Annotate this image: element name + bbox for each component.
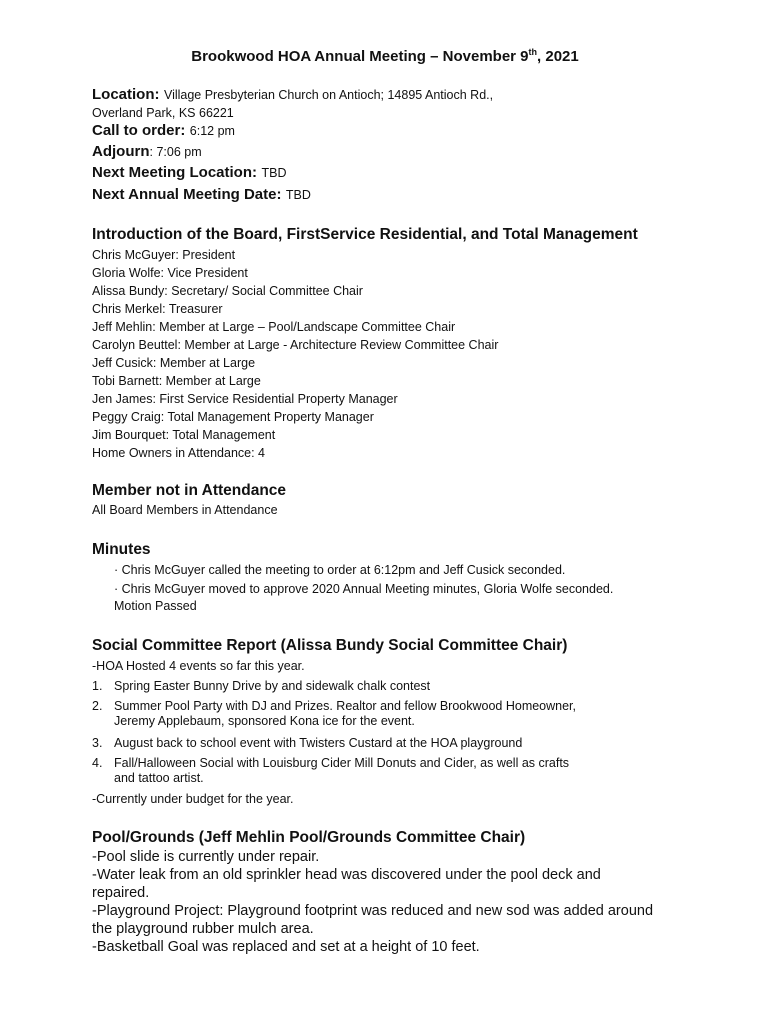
minutes-item-1: · Chris McGuyer called the meeting to order at 6:12pm and Jeff Cusick seconded. <box>114 563 566 577</box>
pool-heading: Pool/Grounds (Jeff Mehlin Pool/Grounds Committee Chair) <box>92 829 526 846</box>
list-number: 2. <box>92 699 103 713</box>
pool-note-line: -Playground Project: Playground footprint was reduced and new sod was added around <box>92 903 654 919</box>
list-item: Gloria Wolfe: Vice President <box>92 266 248 280</box>
location-label: Location: <box>92 86 160 103</box>
list-item: Chris Merkel: Treasurer <box>92 302 223 316</box>
list-item: August back to school event with Twisters Custard at the HOA playground <box>114 736 523 750</box>
list-item-cont: Jeremy Applebaum, sponsored Kona ice for the event. <box>114 714 415 728</box>
title-text: Brookwood HOA Annual Meeting – November 9 <box>191 48 529 65</box>
absent-text: All Board Members in Attendance <box>92 503 278 517</box>
title-year: , 2021 <box>537 48 579 65</box>
minutes-heading: Minutes <box>92 541 151 558</box>
list-number: 1. <box>92 679 103 693</box>
list-item: Alissa Bundy: Secretary/ Social Committee Chair <box>92 284 363 298</box>
list-number: 4. <box>92 756 103 770</box>
list-item: Home Owners in Attendance: 4 <box>92 446 266 460</box>
pool-note-line: -Basketball Goal was replaced and set at a height of 10 feet. <box>92 939 480 955</box>
location-value: Village Presbyterian Church on Antioch; 14895 Antioch Rd., <box>163 88 494 102</box>
list-item: Fall/Halloween Social with Louisburg Cider Mill Donuts and Cider, as well as crafts <box>114 756 570 770</box>
page-title <box>0 47 770 65</box>
next-meeting-location-label: Next Meeting Location: <box>92 164 258 181</box>
next-meeting-location-line <box>92 164 286 182</box>
pool-notes <box>92 848 692 956</box>
title-superscript: th <box>528 47 538 57</box>
next-annual-meeting-label: Next Annual Meeting Date: <box>92 186 282 203</box>
list-item: Summer Pool Party with DJ and Prizes. Realtor and fellow Brookwood Homeowner, <box>114 699 577 713</box>
social-intro: -HOA Hosted 4 events so far this year. <box>92 659 305 673</box>
list-item: Peggy Craig: Total Management Property Manager <box>92 410 374 424</box>
location-line <box>92 86 493 104</box>
adjourn-value: : 7:06 pm <box>149 145 202 159</box>
call-to-order-value: 6:12 pm <box>189 124 235 138</box>
board-member-list <box>92 246 498 462</box>
call-to-order-line <box>92 122 235 140</box>
list-item: Jen James: First Service Residential Property Manager <box>92 392 398 406</box>
pool-note-line: the playground rubber mulch area. <box>92 921 314 937</box>
list-item: Jeff Mehlin: Member at Large – Pool/Landscape Committee Chair <box>92 320 456 334</box>
list-item: Carolyn Beuttel: Member at Large - Architecture Review Committee Chair <box>92 338 499 352</box>
list-item: Jeff Cusick: Member at Large <box>92 356 256 370</box>
list-item-cont: and tattoo artist. <box>114 771 204 785</box>
social-event-3 <box>92 736 522 750</box>
minutes-item-2-cont: Motion Passed <box>114 599 197 613</box>
social-event-2 <box>92 699 576 728</box>
social-event-4 <box>92 756 569 785</box>
location-value-line2: Overland Park, KS 66221 <box>92 106 234 120</box>
list-item: Jim Bourquet: Total Management <box>92 428 276 442</box>
pool-note-line: -Pool slide is currently under repair. <box>92 849 320 865</box>
minutes-item-2: · Chris McGuyer moved to approve 2020 Annual Meeting minutes, Gloria Wolfe seconded. <box>114 582 614 596</box>
next-annual-meeting-line <box>92 186 311 204</box>
social-heading: Social Committee Report (Alissa Bundy Social Committee Chair) <box>92 637 568 654</box>
list-item: Chris McGuyer: President <box>92 248 236 262</box>
list-number: 3. <box>92 736 103 750</box>
social-event-1 <box>92 679 430 693</box>
pool-note-line: repaired. <box>92 885 150 901</box>
absent-heading: Member not in Attendance <box>92 482 287 499</box>
pool-note-line: -Water leak from an old sprinkler head was discovered under the pool deck and <box>92 867 601 883</box>
next-meeting-location-value: TBD <box>261 166 287 180</box>
list-item: Tobi Barnett: Member at Large <box>92 374 261 388</box>
adjourn-label: Adjourn <box>92 143 150 160</box>
intro-heading: Introduction of the Board, FirstService Residential, and Total Management <box>92 226 638 243</box>
list-item: Spring Easter Bunny Drive by and sidewalk chalk contest <box>114 679 431 693</box>
call-to-order-label: Call to order: <box>92 122 186 139</box>
adjourn-line <box>92 143 202 161</box>
next-annual-meeting-value: TBD <box>285 188 311 202</box>
social-outro: -Currently under budget for the year. <box>92 792 294 806</box>
